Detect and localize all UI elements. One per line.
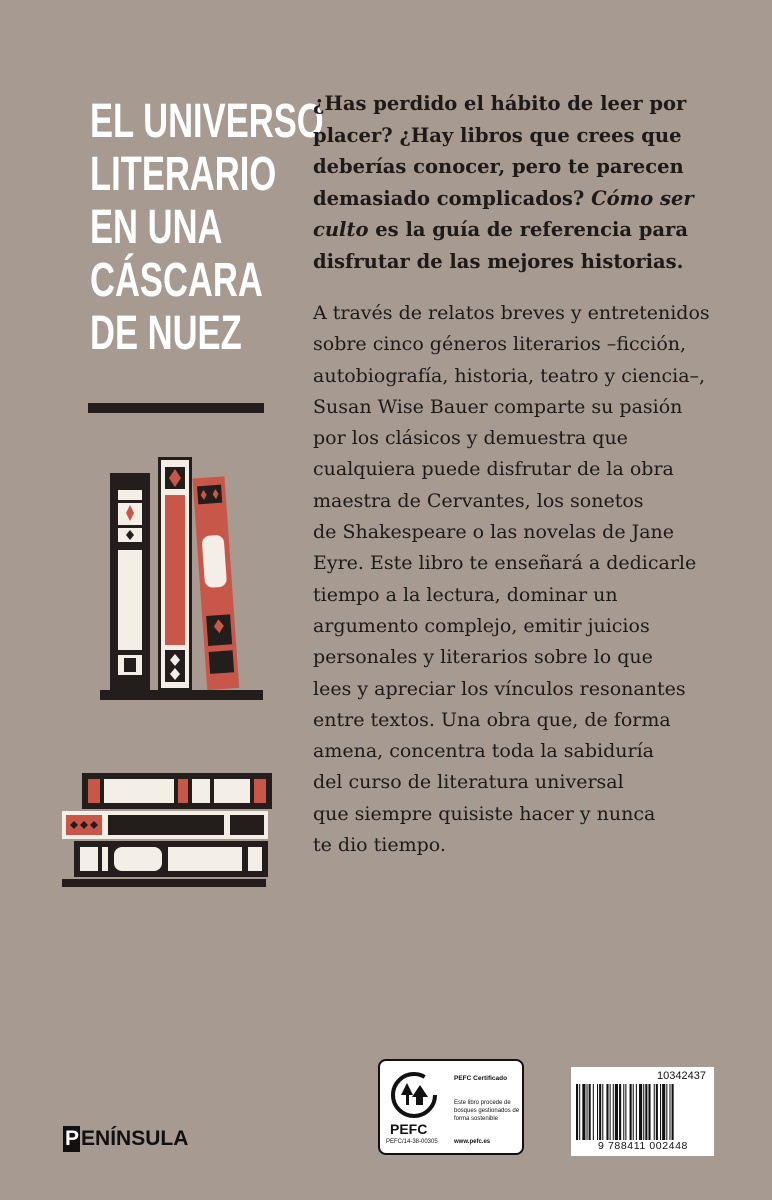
synopsis-line: de Shakespeare o las novelas de Jane xyxy=(313,521,675,544)
synopsis-line: sobre cinco géneros literarios –ficción, xyxy=(313,333,687,356)
intro-line: placer? ¿Hay libros que crees que xyxy=(313,123,682,147)
books-illustration xyxy=(60,455,280,895)
intro-line: disfrutar de las mejores historias. xyxy=(313,249,684,273)
synopsis-paragraph xyxy=(313,298,733,861)
synopsis-line: lees y apreciar los vínculos resonantes xyxy=(313,677,686,700)
intro-line: ¿Has perdido el hábito de leer por xyxy=(313,92,687,115)
synopsis-line: que siempre quisiste hacer y nunca xyxy=(313,802,656,825)
isbn-number: 9 788411 002448 xyxy=(575,1140,711,1152)
pefc-tree-icon xyxy=(390,1071,438,1119)
synopsis-line: por los clásicos y demuestra que xyxy=(313,427,628,450)
intro-paragraph xyxy=(313,88,733,277)
synopsis-line: te dio tiempo. xyxy=(313,834,446,857)
tagline-line: EL UNIVERSO xyxy=(90,95,324,148)
tagline-line: LITERARIO xyxy=(90,148,277,201)
synopsis-line: del curso de literatura universal xyxy=(313,771,624,794)
publisher-logo-mark: P xyxy=(65,1127,80,1150)
synopsis-line: Eyre. Este libro te enseñará a dedicarle xyxy=(313,552,697,575)
synopsis-line: personales y literarios sobre lo que xyxy=(313,646,653,669)
book-title-italic: culto xyxy=(313,218,369,241)
barcode xyxy=(576,1084,709,1142)
barcode-reference: 10342437 xyxy=(657,1070,706,1082)
synopsis-line: argumento complejo, emitir juicios xyxy=(313,614,650,637)
synopsis-line: autobiografía, historia, teatro y ciencia–, xyxy=(313,364,706,387)
tagline-line: EN UNA xyxy=(90,201,223,254)
tagline-line: CÁSCARA xyxy=(90,254,263,307)
pefc-code: PEFC/14-38-00305 xyxy=(386,1139,438,1145)
synopsis-line: cualquiera puede disfrutar de la obra xyxy=(313,458,674,481)
synopsis-line: tiempo a la lectura, dominar un xyxy=(313,583,618,606)
synopsis-line: entre textos. Una obra que, de forma xyxy=(313,708,671,731)
book-title-italic: Cómo ser xyxy=(591,186,694,210)
pefc-certification-box xyxy=(378,1059,524,1155)
divider-bar xyxy=(88,403,264,413)
cover-tagline xyxy=(90,95,324,360)
synopsis-line: Susan Wise Bauer comparte su pasión xyxy=(313,395,683,418)
intro-text: demasiado complicados? xyxy=(313,186,592,210)
intro-line: deberías conocer, pero te parecen xyxy=(313,155,684,178)
intro-text: es la guía de referencia para xyxy=(368,218,688,241)
publisher-logo xyxy=(63,1126,188,1152)
barcode-label xyxy=(571,1067,714,1156)
pefc-title: PEFC Certificado xyxy=(454,1075,508,1082)
tagline-line: DE NUEZ xyxy=(90,307,242,360)
synopsis-line: amena, concentra toda la sabiduría xyxy=(313,740,655,763)
intro-line xyxy=(313,183,733,215)
publisher-name: ENÍNSULA xyxy=(81,1127,189,1150)
intro-line xyxy=(313,214,733,246)
pefc-url: www.pefc.es xyxy=(454,1139,491,1145)
pefc-description: Este libro procede de bosques gestionados de forma sostenible xyxy=(454,1100,520,1122)
synopsis-line: A través de relatos breves y entretenidos xyxy=(313,302,710,324)
pefc-wordmark: PEFC xyxy=(390,1121,428,1137)
synopsis-line: maestra de Cervantes, los sonetos xyxy=(313,489,644,512)
